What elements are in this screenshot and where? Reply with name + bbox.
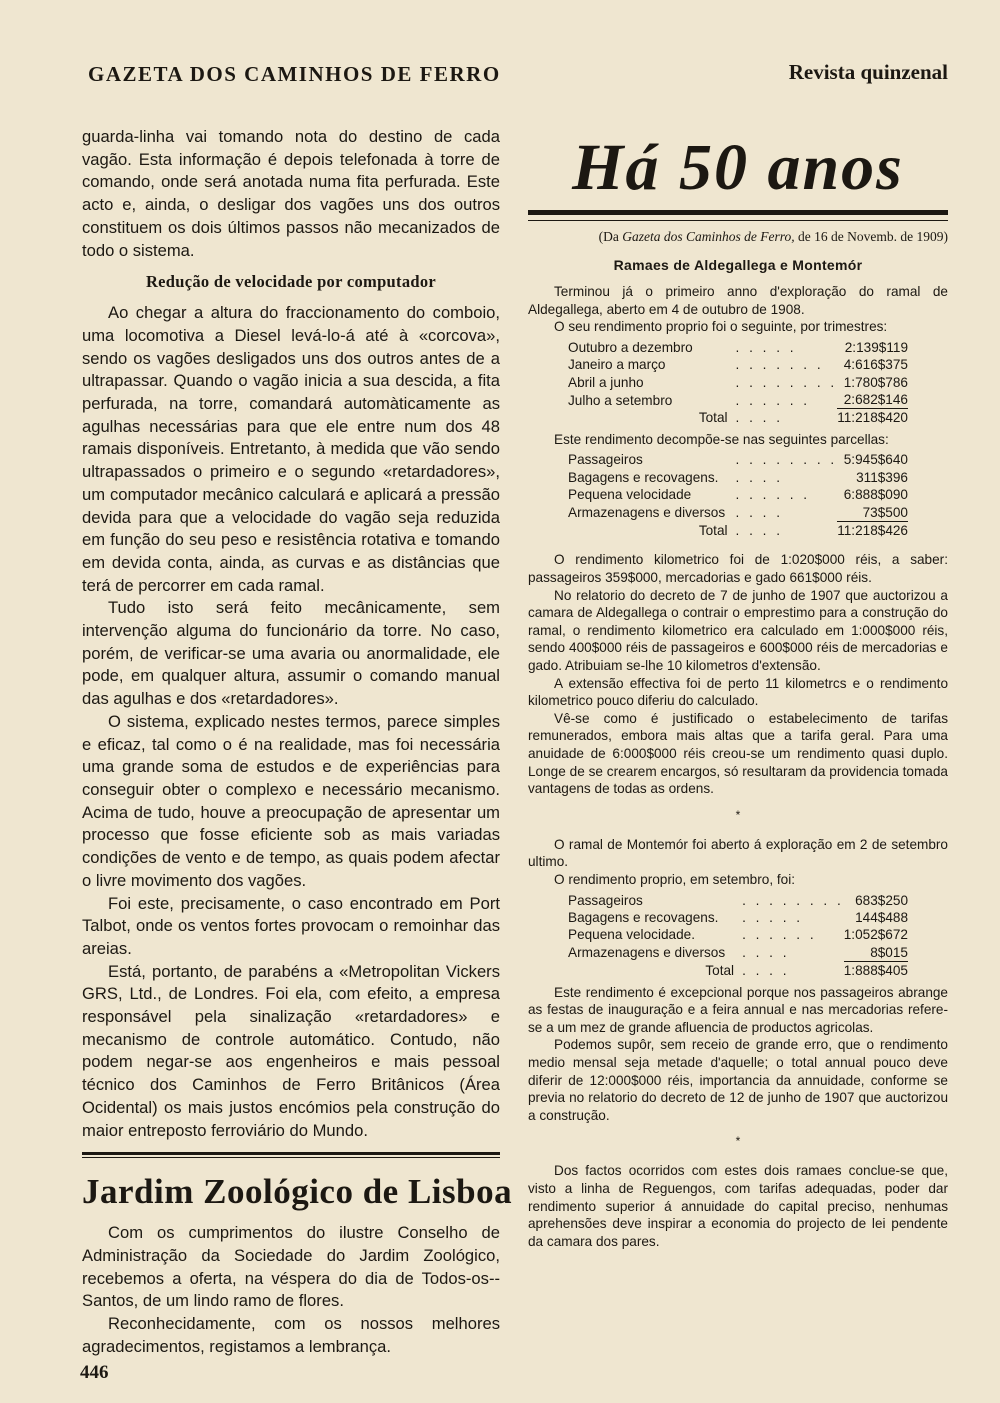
- table-row: Pequena velocidade. . . . . . . 1:052$672: [568, 927, 908, 943]
- paragraph: guarda-linha vai tomando nota do destino de cada vagão. Esta informação é depois telefonada à torre de comando, onde será anotada numa fita perfurada. Este acto e, ainda, o desligar dos vagões uns dos outros constituem os dois últimos passos não mecanizados de todo o sistema.: [82, 127, 500, 260]
- paragraph: O seu rendimento proprio foi o seguinte, por trimestres:: [554, 319, 888, 335]
- table-row: Pequena velocidade . . . . . . 6:888$090: [568, 487, 908, 503]
- page-number: 446: [80, 1362, 109, 1383]
- left-column: [82, 126, 513, 1358]
- paragraph: Vê-se como é justificado o estabelecimento de tarifas remunerados, embora mais altas que a tarifa geral. Para uma anuidade de 6:000$000 réis creou-se um rendimento quasi duplo. Longe de se crearem encargos, só resultaram da providencia tomada vantagens de todas as ordens.: [528, 710, 948, 797]
- table-row: Armazenagens e diversos . . . . 73$500: [568, 504, 908, 521]
- paragraph: Ao chegar a altura do fraccionamento do comboio, uma locomotiva a Diesel levá-lo-á até à «corcova», sendo os vagões desligados uns dos outros antes de a ultrapassar. Quando o vagão inicia a sua descida, a fita perfurada, na torre, comandará automàticamente as agulhas necessárias para que ele entre num dos 48 ramais disponíveis. Entretanto, à medida que vão sendo ultrapassados o primeiro e o segundo «retardadores», um computador mecânico calculará e aplicará a pressão devida para que a velocidade do vagão seja reduzida em função do seu peso e resistência rotativa e tomando em devida conta, ainda, as curvas e as distâncias que terá de percorrer em cada ramal.: [82, 303, 500, 595]
- paragraph: Está, portanto, de parabéns a «Metropolitan Vickers GRS, Ltd., de Londres. Foi ela, com efeito, a empresa responsável pela sinalização «retardadores» e mecanismo de controle automático. Contudo, não podem negar-se aos engenheiros e mais pessoal técnico dos Caminhos de Ferro Britânicos (Área Ocidental) os mais justos encómios pela construção do maior entreposto ferroviário do Mundo.: [82, 961, 500, 1140]
- section-asterisk: *: [735, 807, 741, 822]
- paragraph: Tudo isto será feito mecânicamente, sem intervenção alguma do funcionário da torre. No caso, porém, de verificar-se uma avaria ou anormalidade, ele pode, em qualquer altura, assumir o comando manual das agulhas e dos «retardadores».: [82, 598, 500, 709]
- table-row: Bagagens e recovagens. . . . . . 144$488: [568, 909, 908, 925]
- zoo-article-title: Jardim Zoológico de Lisboa: [82, 1172, 513, 1212]
- table-row: Julho a setembro . . . . . . 2:682$146: [568, 392, 908, 408]
- source-publication: Gazeta dos Caminhos de Ferro,: [622, 229, 795, 244]
- table-row: Janeiro a março . . . . . . . 4:616$375: [568, 357, 908, 373]
- table-row: Passageiros . . . . . . . . 5:945$640: [568, 452, 908, 468]
- journal-kind: Revista quinzenal: [788, 60, 948, 84]
- paragraph: Reconhecidamente, com os nossos melhores agradecimentos, registamos a lembrança.: [82, 1314, 500, 1356]
- paragraph: Com os cumprimentos do ilustre Conselho de Administração da Sociedade do Jardim Zoológico, recebemos a oferta, na véspera do dia de Todos-os--Santos, de um lindo ramo de flores.: [82, 1223, 500, 1311]
- paragraph: Podemos supôr, sem receio de grande erro, que o rendimento medio mensal seja metade d'aquelle; o total annual pouco deve diferir de 12:000$000 réis, importancia da annuidade, conforme se previa no relatorio do decreto de 12 de junho de 1907 que auctorizou a construção.: [528, 1037, 948, 1123]
- banner-rule: [528, 210, 948, 215]
- journal-title: GAZETA DOS CAMINHOS DE FERRO: [88, 62, 501, 86]
- paragraph: Dos factos ocorridos com estes dois ramaes conclue-se que, visto a linha de Reguengos, com tarifas adequadas, poder dar rendimento superior á annuidade do capital preciso, nenhumas aprehensões deve inspirar a economia do projecto de lei pendente da camara dos pares.: [528, 1163, 948, 1249]
- paragraph: O ramal de Montemór foi aberto á exploração em 2 de setembro ultimo.: [528, 836, 948, 870]
- montemor-revenue-table: [568, 892, 908, 980]
- quarterly-revenue-table: [568, 339, 908, 427]
- banner-title: Há 50 anos: [572, 131, 904, 204]
- section-asterisk: *: [735, 1134, 741, 1149]
- section-subheading: Redução de velocidade por computador: [145, 272, 437, 292]
- banner-rule-thin: [528, 220, 948, 221]
- table-total-row: Total . . . . 1:888$405: [705, 963, 908, 979]
- table-total-row: Total . . . . 11:218$420: [698, 410, 908, 426]
- paragraph: O rendimento kilometrico foi de 1:020$000 réis, a saber: passageiros 359$000, mercadorias e gado 661$000 réis.: [528, 552, 948, 586]
- table-row: Abril a junho . . . . . . . . 1:780$786: [568, 374, 908, 390]
- paragraph: Este rendimento decompõe-se nas seguintes parcellas:: [554, 431, 889, 447]
- table-total-row: Total . . . . 11:218$426: [698, 523, 908, 539]
- paragraph: Foi este, precisamente, o caso encontrado em Port Talbot, onde os ventos fortes provocam o remoinhar das areias.: [82, 893, 500, 958]
- revenue-breakdown-table: [568, 451, 908, 539]
- right-column: [528, 126, 948, 1250]
- paragraph: Terminou já o primeiro anno d'exploração do ramal de Aldegallega, aberto em 4 de outubro de 1908.: [528, 284, 948, 317]
- paragraph: No relatorio do decreto de 7 de junho de 1907 que auctorizou a camara de Aldegallega o contrair o emprestimo para a construção do ramal, o rendimento kilometrico era calculado em 1:000$000 réis, sendo 400$000 réis de passageiros e 600$000 réis de mercadorias e gado. Atribuiam se-lhe 10 kilometros d'extensão.: [528, 587, 948, 673]
- table-row: Passageiros . . . . . . . . 683$250: [568, 892, 908, 908]
- paragraph: Este rendimento é excepcional porque nos passageiros abrange as festas de inauguração e a feira annual e nas mercadorias refere-se a um mez de grande afluencia de productos agricolas.: [528, 984, 948, 1035]
- table-row: Bagagens e recovagens. . . . . 311$396: [568, 469, 908, 485]
- source-note: (Da Gazeta dos Caminhos de Ferro, de 16 de Novemb. de 1909): [598, 229, 948, 244]
- section-divider-thin: [82, 1157, 500, 1158]
- table-row: Outubro a dezembro . . . . . 2:139$119: [568, 339, 908, 355]
- table-row: Armazenagens e diversos . . . . 8$015: [568, 944, 908, 961]
- paragraph: A extensão effectiva foi de perto 11 kilometrcs e o rendimento kilometrico pouco diferiu do calculado.: [528, 675, 948, 709]
- paragraph: O sistema, explicado nestes termos, parece simples e eficaz, tal como o é na realidade, mas foi necessária uma grande soma de estudos e de experiências para conseguir obter o complexo e necessário mecanismo. Acima de tudo, houve a preocupação de apresentar um processo que fosse eficiente sob as mais variadas condições de vento e de tempo, as quais podem afectar o livre movimento dos vagões.: [82, 711, 500, 890]
- paragraph: O rendimento proprio, em setembro, foi:: [554, 871, 796, 887]
- section-divider: [82, 1152, 500, 1155]
- article-heading: Ramaes de Aldegallega e Montemór: [613, 257, 863, 273]
